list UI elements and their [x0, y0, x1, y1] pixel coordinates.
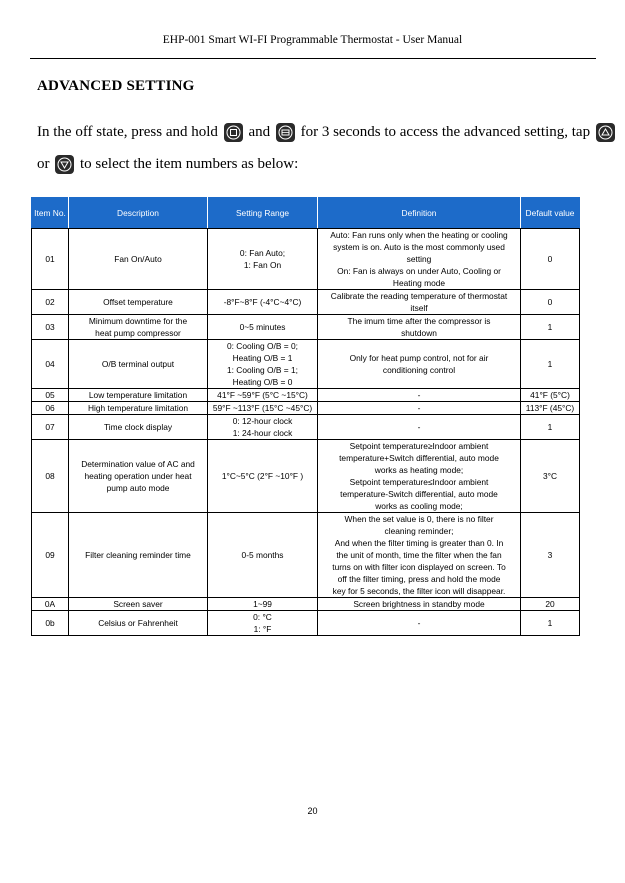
table-row [32, 389, 580, 402]
cell-definition [318, 315, 521, 340]
cell-line: 1: Cooling O/B = 1; [227, 365, 298, 375]
advanced-settings-table [31, 197, 580, 636]
table-body [32, 229, 580, 636]
table-row [32, 415, 580, 440]
cell-line: - [417, 390, 421, 400]
cell-definition [318, 415, 521, 440]
cell-definition [318, 290, 521, 315]
cell-item-no [32, 229, 69, 290]
cell-line: 04 [45, 359, 55, 369]
cell-line: 05 [45, 390, 55, 400]
table-row [32, 440, 580, 513]
cell-line: Determination value of AC and [81, 459, 195, 469]
cell-description [69, 415, 208, 440]
cell-setting-range [208, 340, 318, 389]
cell-line: When the set value is 0, there is no filter [344, 514, 494, 524]
cell-line: heating operation under heat [84, 471, 192, 481]
cell-line: 0~5 minutes [239, 322, 286, 332]
cell-line: works as heating mode; [374, 465, 464, 475]
cell-line: Setpoint temperature≥Indoor ambient [349, 441, 489, 451]
cell-item-no [32, 340, 69, 389]
cell-line: The imum time after the compressor is [347, 316, 491, 326]
cell-setting-range [208, 229, 318, 290]
down-arrow-button-icon [55, 155, 74, 174]
header-item-no: Item No. [32, 198, 69, 229]
cell-definition [318, 611, 521, 636]
cell-setting-range [208, 402, 318, 415]
cell-line: setting [406, 254, 432, 264]
cell-description [69, 290, 208, 315]
cell-line: 1: 24-hour clock [232, 428, 293, 438]
cell-line: 1 [547, 618, 553, 628]
cell-line: 0: °C [253, 612, 272, 622]
cell-line: 0 [547, 254, 553, 264]
cell-line: 0b [45, 618, 55, 628]
cell-line: Offset temperature [103, 297, 173, 307]
instruction-line-2 [37, 155, 298, 174]
cell-line: Setpoint temperature≤Indoor ambient [349, 477, 489, 487]
cell-line: Screen brightness in standby mode [353, 599, 485, 609]
cell-definition [318, 402, 521, 415]
cell-setting-range [208, 389, 318, 402]
cell-default-value [521, 340, 580, 389]
table-row [32, 315, 580, 340]
cell-line: And when the filter timing is greater than 0. In [334, 538, 504, 548]
cell-item-no [32, 290, 69, 315]
cell-item-no [32, 402, 69, 415]
cell-item-no [32, 513, 69, 598]
cell-line: temperature+Switch differential, auto mode [339, 453, 499, 463]
cell-line: Low temperature limitation [88, 390, 188, 400]
cell-default-value [521, 611, 580, 636]
cell-default-value [521, 598, 580, 611]
cell-setting-range [208, 440, 318, 513]
cell-line: shutdown [401, 328, 437, 338]
cell-line: 41°F (5°C) [530, 390, 570, 400]
table-row [32, 402, 580, 415]
page-number: 20 [307, 806, 318, 816]
cell-line: 03 [45, 322, 55, 332]
cell-line: works as cooling mode; [375, 501, 463, 511]
cell-default-value [521, 389, 580, 402]
cell-line: key for 5 seconds, the filter icon will disappear. [332, 586, 506, 596]
cell-description [69, 315, 208, 340]
instruction-line-1 [37, 123, 617, 142]
header-setting-range: Setting Range [208, 198, 318, 229]
cell-line: Screen saver [113, 599, 163, 609]
cell-line: 02 [45, 297, 55, 307]
cell-line: off the filter timing, press and hold the mode [337, 574, 501, 584]
cell-line: temperature-Switch differential, auto mode [340, 489, 498, 499]
table-row [32, 340, 580, 389]
cell-definition [318, 598, 521, 611]
cell-line: 1 [547, 422, 553, 432]
page-header: EHP-001 Smart WI-FI Programmable Thermostat - User Manual [162, 34, 463, 46]
cell-line: High temperature limitation [87, 403, 189, 413]
cell-line: Celsius or Fahrenheit [98, 618, 178, 628]
cell-line: Heating O/B = 1 [232, 353, 293, 363]
cell-default-value [521, 440, 580, 513]
cell-description [69, 598, 208, 611]
cell-line: Calibrate the reading temperature of thermostat [330, 291, 508, 301]
instruction-text-1: In the off state, press and hold [37, 124, 218, 140]
cell-definition [318, 389, 521, 402]
cell-setting-range [208, 611, 318, 636]
cell-description [69, 229, 208, 290]
cell-line: O/B terminal output [101, 359, 175, 369]
cell-default-value [521, 415, 580, 440]
header-description: Description [69, 198, 208, 229]
cell-line: Auto: Fan runs only when the heating or cooling [330, 230, 508, 240]
cell-line: - [417, 422, 421, 432]
cell-setting-range [208, 513, 318, 598]
cell-description [69, 340, 208, 389]
cell-default-value [521, 402, 580, 415]
cell-line: 0 [547, 297, 553, 307]
cell-line: 0: 12-hour clock [232, 416, 293, 426]
cell-item-no [32, 389, 69, 402]
cell-line: 3°C [542, 471, 558, 481]
cell-description [69, 402, 208, 415]
cell-line: 0: Fan Auto; [239, 248, 286, 258]
cell-line: pump auto mode [106, 483, 170, 493]
cell-line: 0-5 months [241, 550, 284, 560]
cell-line: 3 [547, 550, 553, 560]
cell-setting-range [208, 290, 318, 315]
cell-line: - [417, 403, 421, 413]
instruction-text-3: for 3 seconds to access the advanced setting, tap [300, 124, 591, 140]
cell-line: 59°F ~113°F (15°C ~45°C) [212, 403, 313, 413]
cell-line: - [417, 618, 421, 628]
cell-line: Minimum downtime for the [88, 316, 188, 326]
cell-description [69, 611, 208, 636]
cell-line: 06 [45, 403, 55, 413]
cell-setting-range [208, 315, 318, 340]
cell-default-value [521, 513, 580, 598]
table-row [32, 598, 580, 611]
cell-line: Heating mode [392, 278, 446, 288]
cell-line: 41°F ~59°F (5°C ~15°C) [217, 390, 308, 400]
header-definition: Definition [318, 198, 521, 229]
cell-line: itself [410, 303, 428, 313]
cell-item-no [32, 415, 69, 440]
instruction-text-4: or [37, 156, 50, 172]
cell-default-value [521, 290, 580, 315]
cell-definition [318, 440, 521, 513]
cell-item-no [32, 440, 69, 513]
cell-default-value [521, 229, 580, 290]
cell-item-no [32, 598, 69, 611]
up-arrow-button-icon [596, 123, 615, 142]
cell-line: Fan On/Auto [114, 254, 162, 264]
cell-default-value [521, 315, 580, 340]
mode-button-icon [224, 123, 243, 142]
cell-definition [318, 513, 521, 598]
cell-line: 09 [45, 550, 55, 560]
cell-line: On: Fan is always on under Auto, Cooling or [337, 266, 501, 276]
cell-description [69, 440, 208, 513]
cell-line: the unit of month, time the filter when the fan [336, 550, 502, 560]
cell-line: 07 [45, 422, 55, 432]
cell-description [69, 513, 208, 598]
header-rule [30, 58, 596, 59]
cell-line: 0: Cooling O/B = 0; [227, 341, 298, 351]
cell-line: Heating O/B = 0 [232, 377, 293, 387]
cell-line: 0A [44, 599, 56, 609]
cell-line: 1°C~5°C (2°F ~10°F ) [221, 471, 304, 481]
cell-line: Filter cleaning reminder time [85, 550, 191, 560]
cell-definition [318, 340, 521, 389]
cell-setting-range [208, 415, 318, 440]
cell-line: -8°F~8°F (-4°C~4°C) [223, 297, 302, 307]
instruction-text-5: to select the item numbers as below: [80, 156, 299, 172]
cell-line: 1 [547, 359, 553, 369]
cell-line: 01 [45, 254, 55, 264]
cell-line: 1: Fan On [243, 260, 282, 270]
table-row [32, 290, 580, 315]
cell-line: 20 [545, 599, 555, 609]
header-default-value: Default value [521, 198, 580, 229]
table-row [32, 611, 580, 636]
table-row [32, 229, 580, 290]
cell-line: Only for heat pump control, not for air [349, 353, 489, 363]
cell-line: system is on. Auto is the most commonly used [333, 242, 505, 252]
cell-line: 08 [45, 471, 55, 481]
cell-line: cleaning reminder; [384, 526, 454, 536]
cell-line: 113°F (45°C) [525, 403, 575, 413]
cell-item-no [32, 611, 69, 636]
cell-line: 1~99 [253, 599, 272, 609]
cell-line: 1 [547, 322, 553, 332]
table-header-row [32, 198, 580, 229]
cell-line: conditioning control [382, 365, 456, 375]
cell-item-no [32, 315, 69, 340]
cell-line: 1: °F [253, 624, 272, 634]
cell-line: turns on with filter icon displayed on screen. To [332, 562, 506, 572]
cell-definition [318, 229, 521, 290]
cell-line: heat pump compressor [95, 328, 181, 338]
cell-setting-range [208, 598, 318, 611]
cell-description [69, 389, 208, 402]
instruction-text-2: and [248, 124, 271, 140]
section-title: ADVANCED SETTING [37, 78, 195, 94]
table-row [32, 513, 580, 598]
cell-line: Time clock display [103, 422, 173, 432]
menu-button-icon [276, 123, 295, 142]
